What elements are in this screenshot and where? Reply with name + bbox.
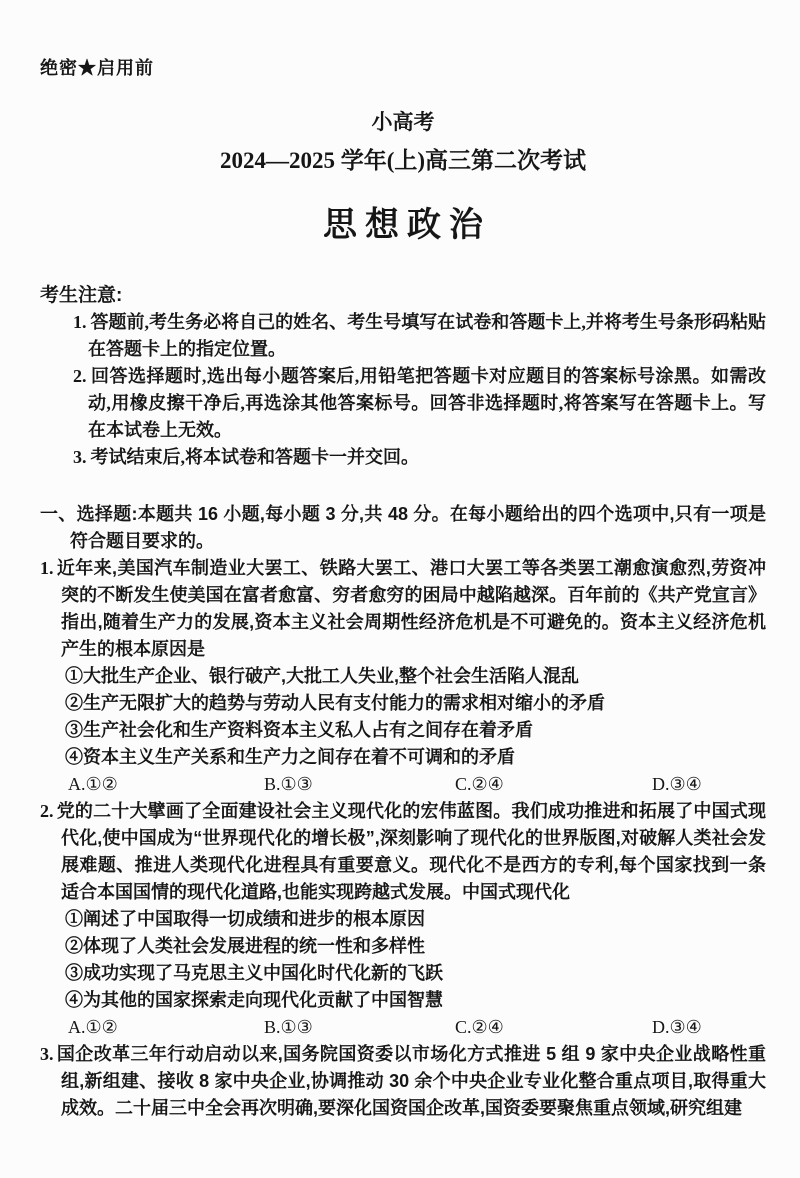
- notice-item-2: [40, 363, 766, 444]
- notice-item-text: 考试结束后,将本试卷和答题卡一并交回。: [90, 447, 419, 467]
- section-marker: 一、: [40, 504, 77, 524]
- choice-d: D.③④: [652, 1017, 702, 1037]
- choice-c: C.②④: [455, 1017, 504, 1037]
- notice-item-text: 回答选择题时,选出每小题答案后,用铅笔把答题卡对应题目的答案标号涂黑。如需改动,用橡皮擦干净后,再选涂其他答案标号。回答非选择题时,将答案写在答题卡上。写在本试卷上无效。: [88, 366, 766, 440]
- section-one-heading: [40, 501, 766, 555]
- statement-3: ③成功实现了马克思主义中国化时代化新的飞跃: [65, 963, 443, 983]
- section-heading-text: 选择题:本题共 16 小题,每小题 3 分,共 48 分。在每小题给出的四个选项中,只有一项是符合题目要求的。: [70, 504, 766, 551]
- exam-series-title: 小高考: [371, 110, 435, 134]
- notice-item-number: 1.: [73, 312, 87, 332]
- notice-heading: 考生注意:: [40, 285, 123, 306]
- exam-session-title: 2024—2025 学年(上)高三第二次考试: [219, 148, 587, 173]
- statement-list: [65, 663, 766, 771]
- notice-item-number: 2.: [73, 366, 87, 386]
- choice-b: B.①③: [264, 1017, 313, 1037]
- question-1: [40, 555, 766, 798]
- choices-row: [68, 1014, 766, 1041]
- title-block: [40, 106, 766, 246]
- statement-2: ②生产无限扩大的趋势与劳动人民有支付能力的需求相对缩小的矛盾: [65, 693, 605, 713]
- choice-a: A.①②: [68, 774, 118, 794]
- question-number: 3.: [40, 1044, 54, 1064]
- classification-label: 绝密★启用前: [40, 58, 154, 78]
- question-number: 1.: [40, 558, 54, 578]
- question-stem: [40, 798, 766, 906]
- choices-row: [68, 771, 766, 798]
- choice-c: C.②④: [455, 774, 504, 794]
- statement-4: ④为其他的国家探索走向现代化贡献了中国智慧: [65, 990, 443, 1010]
- question-3: [40, 1041, 766, 1122]
- subject-title: 思想政治: [323, 206, 491, 244]
- question-stem: [40, 555, 766, 663]
- question-stem-text: 国企改革三年行动启动以来,国务院国资委以市场化方式推进 5 组 9 家中央企业战略性重组,新组建、接收 8 家中央企业,协调推动 30 余个中央企业专业化整合重点项目,取得重大成效。二十届三中全会再次明确,要深化国资国企改革,国资委要聚焦重点领域,研究组建: [56, 1044, 766, 1118]
- statement-list: [65, 906, 766, 1014]
- choice-b: B.①③: [264, 774, 313, 794]
- section-one-body: [40, 501, 766, 1122]
- question-stem-text: 近年来,美国汽车制造业大罢工、铁路大罢工、港口大罢工等各类罢工潮愈演愈烈,劳资冲突的不断发生使美国在富者愈富、穷者愈穷的困局中越陷越深。百年前的《共产党宣言》指出,随着生产力的发展,资本主义社会周期性经济危机是不可避免的。资本主义经济危机产生的根本原因是: [56, 558, 766, 659]
- statement-3: ③生产社会化和生产资料资本主义私人占有之间存在着矛盾: [65, 720, 533, 740]
- choice-a: A.①②: [68, 1017, 118, 1037]
- question-number: 2.: [40, 801, 54, 821]
- statement-2: ②体现了人类社会发展进程的统一性和多样性: [65, 936, 425, 956]
- question-2: [40, 798, 766, 1041]
- choice-d: D.③④: [652, 774, 702, 794]
- notice-item-1: [40, 309, 766, 363]
- notice-item-3: [40, 444, 766, 471]
- candidate-notice: [40, 282, 766, 471]
- notice-item-number: 3.: [73, 447, 87, 467]
- statement-4: ④资本主义生产关系和生产力之间存在着不可调和的矛盾: [65, 747, 515, 767]
- question-stem: [40, 1041, 766, 1122]
- statement-1: ①阐述了中国取得一切成绩和进步的根本原因: [65, 909, 425, 929]
- notice-item-text: 答题前,考生务必将自己的姓名、考生号填写在试卷和答题卡上,并将考生号条形码粘贴在答题卡上的指定位置。: [88, 312, 766, 359]
- question-stem-text: 党的二十大擘画了全面建设社会主义现代化的宏伟蓝图。我们成功推进和拓展了中国式现代化,使中国成为“世界现代化的增长极”,深刻影响了现代化的世界版图,对破解人类社会发展难题、推进人类现代化进程具有重要意义。现代化不是西方的专利,每个国家找到一条适合本国国情的现代化道路,也能实现跨越式发展。中国式现代化: [56, 801, 766, 902]
- statement-1: ①大批生产企业、银行破产,大批工人失业,整个社会生活陷人混乱: [65, 666, 579, 686]
